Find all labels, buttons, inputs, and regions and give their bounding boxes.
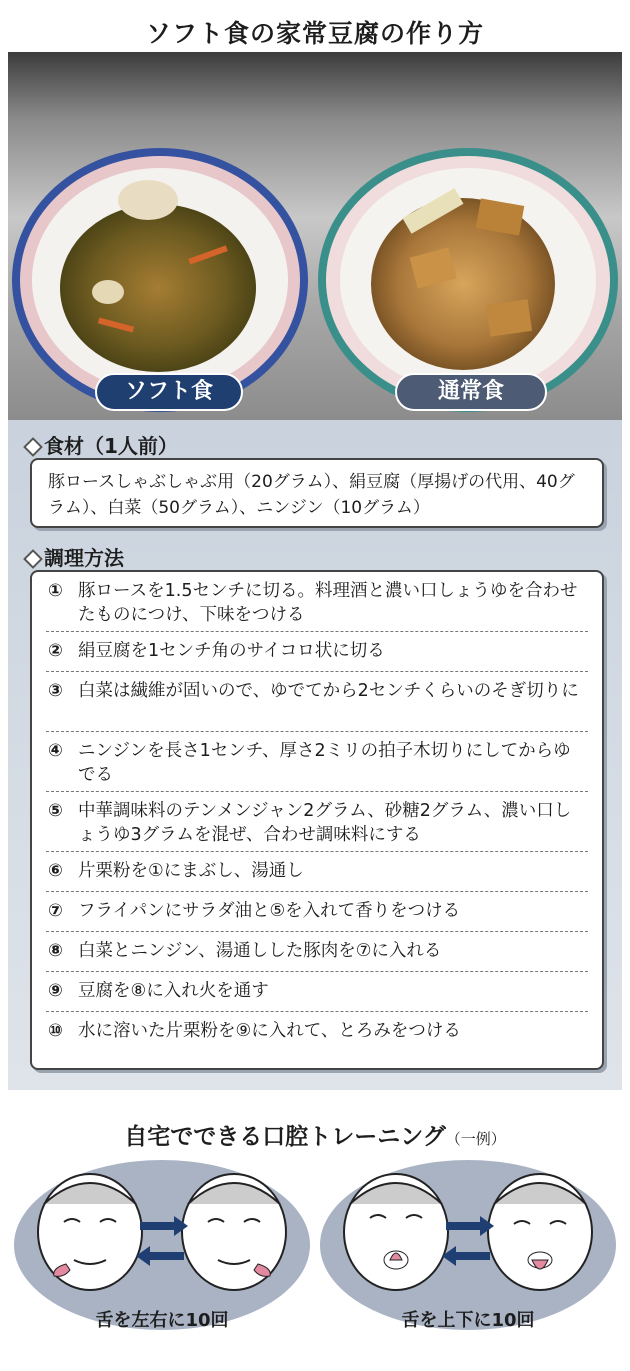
step-number: ⑥ <box>48 861 63 881</box>
step-number: ⑧ <box>48 941 63 961</box>
step-text: 豚ロースを1.5センチに切る。料理酒と濃い口しょうゆを合わせたものにつけ、下味をつける <box>78 581 578 625</box>
step-item <box>46 892 588 932</box>
step-text: ニンジンを長さ1センチ、厚さ2ミリの拍子木切りにしてからゆでる <box>78 741 571 785</box>
training-title-text: 自宅でできる口腔トレーニング <box>124 1124 446 1150</box>
arrow-right-icon <box>446 1216 494 1236</box>
method-heading <box>24 542 124 571</box>
step-item <box>46 972 588 1012</box>
step-text: 中華調味料のテンメンジャン2グラム、砂糖2グラム、濃い口しょうゆ3グラムを混ぜ、合わせ調味料にする <box>78 801 572 845</box>
arrow-right-icon <box>140 1216 188 1236</box>
training-title-note: （一例） <box>445 1130 506 1148</box>
arrow-left-icon <box>136 1246 184 1266</box>
step-text: 白菜は繊維が固いので、ゆでてから2センチくらいのそぎ切りに <box>78 681 579 701</box>
step-text: 水に溶いた片栗粉を⑨に入れて、とろみをつける <box>78 1021 461 1041</box>
ingredients-box: 豚ロースしゃぶしゃぶ用（20グラム）、絹豆腐（厚揚げの代用、40グラム）、白菜（50グラム）、ニンジン（10グラム） <box>30 458 604 528</box>
tongue-left-right-illustration <box>14 1160 310 1330</box>
step-item <box>46 672 588 732</box>
face-icon <box>38 1174 286 1290</box>
tongue-up-down-illustration <box>320 1160 616 1330</box>
step-item <box>46 632 588 672</box>
step-item <box>46 932 588 972</box>
arrow-left-icon <box>442 1246 490 1266</box>
ingredients-heading <box>24 430 178 459</box>
step-text: 豆腐を⑧に入れ火を通す <box>78 981 269 1001</box>
step-number: ⑤ <box>48 801 63 821</box>
food-photo <box>8 52 622 420</box>
steps-box <box>30 570 604 1070</box>
step-item <box>46 732 588 792</box>
diamond-icon <box>24 438 38 452</box>
step-number: ① <box>48 581 63 601</box>
step-number: ⑦ <box>48 901 63 921</box>
caption-left-right: 舌を左右に10回 <box>95 1310 229 1331</box>
step-number: ⑩ <box>48 1021 63 1041</box>
caption-up-down: 舌を上下に10回 <box>401 1310 535 1331</box>
step-number: ④ <box>48 741 63 761</box>
diamond-icon <box>24 550 38 564</box>
step-text: 絹豆腐を1センチ角のサイコロ状に切る <box>78 641 385 661</box>
step-item <box>46 852 588 892</box>
soft-food-label: ソフト食 <box>95 373 243 411</box>
step-text: フライパンにサラダ油と⑤を入れて香りをつける <box>78 901 461 921</box>
recipe-panel <box>8 420 622 1090</box>
ingredients-heading-text: 食材（1人前） <box>44 434 178 458</box>
step-item <box>46 792 588 852</box>
step-number: ③ <box>48 681 63 701</box>
step-item <box>46 572 588 632</box>
training-title <box>0 1118 630 1151</box>
step-text: 片栗粉を①にまぶし、湯通し <box>78 861 304 881</box>
method-heading-text: 調理方法 <box>44 546 124 570</box>
step-item <box>46 1012 588 1052</box>
page-title: ソフト食の家常豆腐の作り方 <box>145 19 484 48</box>
step-text: 白菜とニンジン、湯通しした豚肉を⑦に入れる <box>78 941 442 961</box>
step-number: ② <box>48 641 63 661</box>
step-number: ⑨ <box>48 981 63 1001</box>
normal-food-label: 通常食 <box>395 373 547 411</box>
